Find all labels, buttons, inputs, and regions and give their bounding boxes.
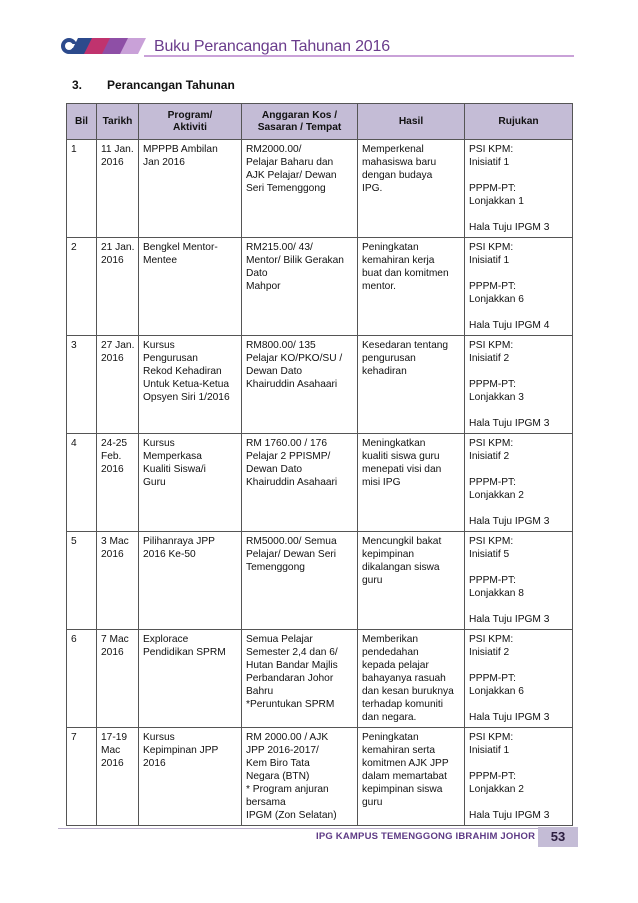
footer-divider (58, 828, 578, 829)
cell-anggaran (242, 434, 358, 532)
spacer (469, 463, 568, 476)
spacer (469, 169, 568, 182)
cell-rujukan (465, 630, 573, 728)
spacer (469, 365, 568, 378)
rujukan-pppm-line: Lonjakkan 3 (469, 392, 524, 403)
spacer (469, 267, 568, 280)
cell-bil: 6 (67, 630, 97, 728)
cell-hasil-line: misi IPG (362, 477, 401, 488)
header-rujukan: Rujukan (465, 104, 573, 140)
cell-program-line: Bengkel Mentor- (143, 242, 218, 253)
cell-hasil-line: kualiti siswa guru (362, 451, 440, 462)
cell-anggaran-line: RM5000.00/ Semua (246, 536, 337, 547)
cell-tarikh-line: 3 Mac (101, 536, 129, 547)
rujukan-pppm-line: PPPM-PT: (469, 673, 516, 684)
cell-tarikh (97, 140, 139, 238)
cell-tarikh-line: 2016 (101, 758, 124, 769)
cell-hasil-line: kemahiran kerja (362, 255, 435, 266)
header-program-line: Program/ (167, 109, 213, 121)
cell-hasil-line: Memperkenal (362, 144, 424, 155)
rujukan-hala-tuju: Hala Tuju IPGM 3 (469, 810, 550, 821)
spacer (469, 208, 568, 221)
rujukan-psi-line: PSI KPM: (469, 438, 514, 449)
header-anggaran-line: Sasaran / Tempat (257, 121, 342, 133)
spacer (469, 659, 568, 672)
cell-program (139, 238, 242, 336)
cell-hasil-line: Peningkatan (362, 242, 419, 253)
header-tarikh: Tarikh (97, 104, 139, 140)
cell-anggaran-line: Pelajar KO/PKO/SU / (246, 353, 343, 364)
cell-anggaran-line: Mahpor (246, 281, 281, 292)
cell-rujukan (465, 336, 573, 434)
cell-anggaran-line: Pelajar Baharu dan (246, 157, 334, 168)
cell-hasil-line: kepimpinan (362, 549, 415, 560)
cell-anggaran-line: bersama (246, 797, 286, 808)
cell-hasil (358, 728, 465, 826)
cell-anggaran-line: Temenggong (246, 562, 305, 573)
cell-tarikh-line: 27 Jan. (101, 340, 135, 351)
header-hasil: Hasil (358, 104, 465, 140)
cell-anggaran-line: Perbandaran Johor (246, 673, 334, 684)
spacer (469, 306, 568, 319)
rujukan-psi-line: Inisiatif 2 (469, 451, 510, 462)
table-body (67, 140, 573, 826)
rujukan-hala-tuju: Hala Tuju IPGM 3 (469, 222, 550, 233)
cell-anggaran-line: Kem Biro Tata (246, 758, 310, 769)
cell-rujukan (465, 728, 573, 826)
cell-hasil-line: kemahiran serta (362, 745, 436, 756)
cell-tarikh (97, 630, 139, 728)
spacer (469, 600, 568, 613)
cell-hasil-line: terhadap komuniti (362, 699, 443, 710)
rujukan-psi-line: Inisiatif 2 (469, 353, 510, 364)
cell-program (139, 434, 242, 532)
cell-rujukan (465, 434, 573, 532)
cell-tarikh-line: 2016 (101, 157, 124, 168)
cell-tarikh-line: Mac (101, 745, 121, 756)
table-row (67, 336, 573, 434)
rujukan-hala-tuju: Hala Tuju IPGM 4 (469, 320, 550, 331)
rujukan-pppm-line: Lonjakkan 2 (469, 784, 524, 795)
table-row (67, 728, 573, 826)
cell-anggaran (242, 630, 358, 728)
section-heading (72, 78, 235, 92)
rujukan-psi-line: Inisiatif 5 (469, 549, 510, 560)
cell-program-line: MPPPB Ambilan (143, 144, 218, 155)
table-row (67, 140, 573, 238)
cell-anggaran-line: AJK Pelajar/ Dewan (246, 170, 337, 181)
cell-anggaran-line: Bahru (246, 686, 274, 697)
cell-hasil-line: Kesedaran tentang (362, 340, 449, 351)
cell-tarikh-line: 2016 (101, 549, 124, 560)
cell-rujukan (465, 238, 573, 336)
cell-hasil-line: mentor. (362, 281, 396, 292)
cell-hasil-line: Meningkatkan (362, 438, 426, 449)
cell-hasil-line: IPG. (362, 183, 383, 194)
header-title: Buku Perancangan Tahunan 2016 (154, 38, 390, 55)
cell-program-line: 2016 (143, 758, 166, 769)
annual-plan-table (66, 103, 573, 826)
cell-tarikh (97, 728, 139, 826)
header-program (139, 104, 242, 140)
rujukan-pppm-line: PPPM-PT: (469, 477, 516, 488)
cell-tarikh (97, 532, 139, 630)
spacer (469, 561, 568, 574)
section-number: 3. (72, 78, 83, 92)
cell-anggaran-line: Dewan Dato (246, 366, 303, 377)
cell-program-line: Kursus (143, 438, 175, 449)
cell-bil: 5 (67, 532, 97, 630)
rujukan-psi-line: PSI KPM: (469, 242, 514, 253)
cell-hasil-line: dalam memartabat (362, 771, 447, 782)
cell-hasil (358, 630, 465, 728)
cell-anggaran (242, 336, 358, 434)
spacer (469, 502, 568, 515)
cell-anggaran-line: Semua Pelajar (246, 634, 313, 645)
cell-hasil-line: menepati visi dan (362, 464, 442, 475)
cell-program-line: Kursus (143, 732, 175, 743)
cell-program-line: Explorace (143, 634, 189, 645)
rujukan-psi-line: Inisiatif 1 (469, 255, 510, 266)
rujukan-psi-line: Inisiatif 1 (469, 157, 510, 168)
cell-tarikh-line: 24-25 (101, 438, 128, 449)
cell-rujukan (465, 140, 573, 238)
cell-anggaran-line: Semester 2,4 dan 6/ (246, 647, 338, 658)
cell-anggaran (242, 140, 358, 238)
cell-program-line: Guru (143, 477, 166, 488)
header-program-line: Aktiviti (173, 121, 207, 133)
cell-program-line: Pendidikan SPRM (143, 647, 226, 658)
rujukan-pppm-line: Lonjakkan 6 (469, 294, 524, 305)
cell-hasil (358, 238, 465, 336)
cell-hasil-line: kepada pelajar (362, 660, 429, 671)
cell-hasil-line: Peningkatan (362, 732, 419, 743)
cell-anggaran-line: Khairuddin Asahaari (246, 379, 338, 390)
spacer (469, 757, 568, 770)
rujukan-pppm-line: Lonjakkan 2 (469, 490, 524, 501)
cell-program (139, 532, 242, 630)
cell-hasil-line: kehadiran (362, 366, 407, 377)
cell-anggaran-line: Pelajar 2 PPISMP/ (246, 451, 331, 462)
cell-anggaran-line: Seri Temenggong (246, 183, 326, 194)
cell-tarikh-line: 2016 (101, 255, 124, 266)
footer-institution: IPG KAMPUS TEMENGGONG IBRAHIM JOHOR (316, 831, 536, 842)
cell-tarikh-line: 2016 (101, 353, 124, 364)
cell-program (139, 140, 242, 238)
table-row (67, 532, 573, 630)
cell-program-line: 2016 Ke-50 (143, 549, 196, 560)
cell-anggaran-line: *Peruntukan SPRM (246, 699, 335, 710)
rujukan-pppm-line: PPPM-PT: (469, 379, 516, 390)
cell-anggaran-line: Pelajar/ Dewan Seri (246, 549, 337, 560)
cell-hasil-line: dengan budaya (362, 170, 433, 181)
cell-anggaran (242, 728, 358, 826)
cell-bil: 7 (67, 728, 97, 826)
cell-bil: 3 (67, 336, 97, 434)
cell-hasil-line: komitmen AJK JPP (362, 758, 449, 769)
cell-hasil-line: guru (362, 575, 383, 586)
cell-hasil-line: pengurusan (362, 353, 416, 364)
cell-tarikh (97, 238, 139, 336)
cell-hasil (358, 336, 465, 434)
cell-anggaran-line: RM 2000.00 / AJK (246, 732, 329, 743)
cell-anggaran-line: Dato (246, 268, 268, 279)
rujukan-psi-line: PSI KPM: (469, 536, 514, 547)
cell-tarikh-line: 21 Jan. (101, 242, 135, 253)
cell-hasil (358, 140, 465, 238)
rujukan-pppm-line: Lonjakkan 1 (469, 196, 524, 207)
section-title: Perancangan Tahunan (107, 78, 235, 92)
cell-tarikh-line: 17-19 (101, 732, 128, 743)
cell-hasil (358, 434, 465, 532)
header-anggaran-line: Anggaran Kos / (261, 109, 338, 121)
cell-hasil-line: pendedahan (362, 647, 419, 658)
spacer (469, 796, 568, 809)
rujukan-psi-line: PSI KPM: (469, 732, 514, 743)
rujukan-pppm-line: Lonjakkan 6 (469, 686, 524, 697)
rujukan-pppm-line: PPPM-PT: (469, 281, 516, 292)
cell-anggaran-line: Negara (BTN) (246, 771, 310, 782)
cell-anggaran-line: Dewan Dato (246, 464, 303, 475)
cell-program-line: Mentee (143, 255, 177, 266)
cell-program-line: Memperkasa (143, 451, 202, 462)
cell-hasil-line: bahayanya rasuah (362, 673, 446, 684)
rujukan-hala-tuju: Hala Tuju IPGM 3 (469, 516, 550, 527)
table-row (67, 630, 573, 728)
cell-anggaran-line: RM800.00/ 135 (246, 340, 316, 351)
cell-hasil-line: dan negara. (362, 712, 417, 723)
rujukan-hala-tuju: Hala Tuju IPGM 3 (469, 712, 550, 723)
cell-anggaran-line: RM 1760.00 / 176 (246, 438, 327, 449)
header-anggaran (242, 104, 358, 140)
cell-anggaran-line: IPGM (Zon Selatan) (246, 810, 337, 821)
rujukan-pppm-line: PPPM-PT: (469, 771, 516, 782)
cell-hasil-line: guru (362, 797, 383, 808)
cell-hasil (358, 532, 465, 630)
spacer (469, 404, 568, 417)
cell-anggaran-line: RM2000.00/ (246, 144, 302, 155)
cell-program-line: Untuk Ketua-Ketua (143, 379, 230, 390)
cell-tarikh-line: 7 Mac (101, 634, 129, 645)
cell-program-line: Kepimpinan JPP (143, 745, 219, 756)
cell-hasil-line: dikalangan siswa (362, 562, 440, 573)
cell-program-line: Pengurusan (143, 353, 198, 364)
cell-program-line: Pilihanraya JPP (143, 536, 215, 547)
cell-program (139, 630, 242, 728)
rujukan-hala-tuju: Hala Tuju IPGM 3 (469, 418, 550, 429)
cell-tarikh (97, 434, 139, 532)
cell-program-line: Rekod Kehadiran (143, 366, 222, 377)
cell-program (139, 728, 242, 826)
cell-bil: 4 (67, 434, 97, 532)
cell-hasil-line: Memberikan (362, 634, 419, 645)
rujukan-pppm-line: PPPM-PT: (469, 575, 516, 586)
cell-program-line: Opsyen Siri 1/2016 (143, 392, 230, 403)
cell-anggaran (242, 532, 358, 630)
rujukan-psi-line: Inisiatif 1 (469, 745, 510, 756)
rujukan-psi-line: Inisiatif 2 (469, 647, 510, 658)
cell-program (139, 336, 242, 434)
cell-anggaran-line: Hutan Bandar Majlis (246, 660, 338, 671)
rujukan-hala-tuju: Hala Tuju IPGM 3 (469, 614, 550, 625)
cell-anggaran-line: Mentor/ Bilik Gerakan (246, 255, 344, 266)
cell-tarikh-line: 11 Jan. (101, 144, 134, 155)
cell-rujukan (465, 532, 573, 630)
cell-hasil-line: dan kesan buruknya (362, 686, 454, 697)
cell-anggaran-line: JPP 2016-2017/ (246, 745, 319, 756)
cell-hasil-line: buat dan komitmen (362, 268, 449, 279)
cell-bil: 1 (67, 140, 97, 238)
table-header-row (67, 104, 573, 140)
cell-hasil-line: kepimpinan siswa (362, 784, 443, 795)
cell-hasil-line: Mencungkil bakat (362, 536, 442, 547)
page-number: 53 (538, 827, 578, 847)
cell-anggaran-line: * Program anjuran (246, 784, 329, 795)
cell-bil: 2 (67, 238, 97, 336)
header-bil: Bil (67, 104, 97, 140)
cell-program-line: Kursus (143, 340, 175, 351)
rujukan-pppm-line: PPPM-PT: (469, 183, 516, 194)
cell-tarikh-line: 2016 (101, 647, 124, 658)
cell-anggaran-line: Khairuddin Asahaari (246, 477, 338, 488)
cell-tarikh-line: 2016 (101, 464, 124, 475)
rujukan-psi-line: PSI KPM: (469, 634, 514, 645)
spacer (469, 698, 568, 711)
cell-anggaran (242, 238, 358, 336)
cell-program-line: Kualiti Siswa/i (143, 464, 206, 475)
cell-anggaran-line: RM215.00/ 43/ (246, 242, 313, 253)
rujukan-pppm-line: Lonjakkan 8 (469, 588, 524, 599)
cell-tarikh (97, 336, 139, 434)
cell-hasil-line: mahasiswa baru (362, 157, 437, 168)
cell-program-line: Jan 2016 (143, 157, 185, 168)
table-row (67, 434, 573, 532)
rujukan-psi-line: PSI KPM: (469, 340, 514, 351)
cell-tarikh-line: Feb. (101, 451, 122, 462)
rujukan-psi-line: PSI KPM: (469, 144, 514, 155)
table-row (67, 238, 573, 336)
